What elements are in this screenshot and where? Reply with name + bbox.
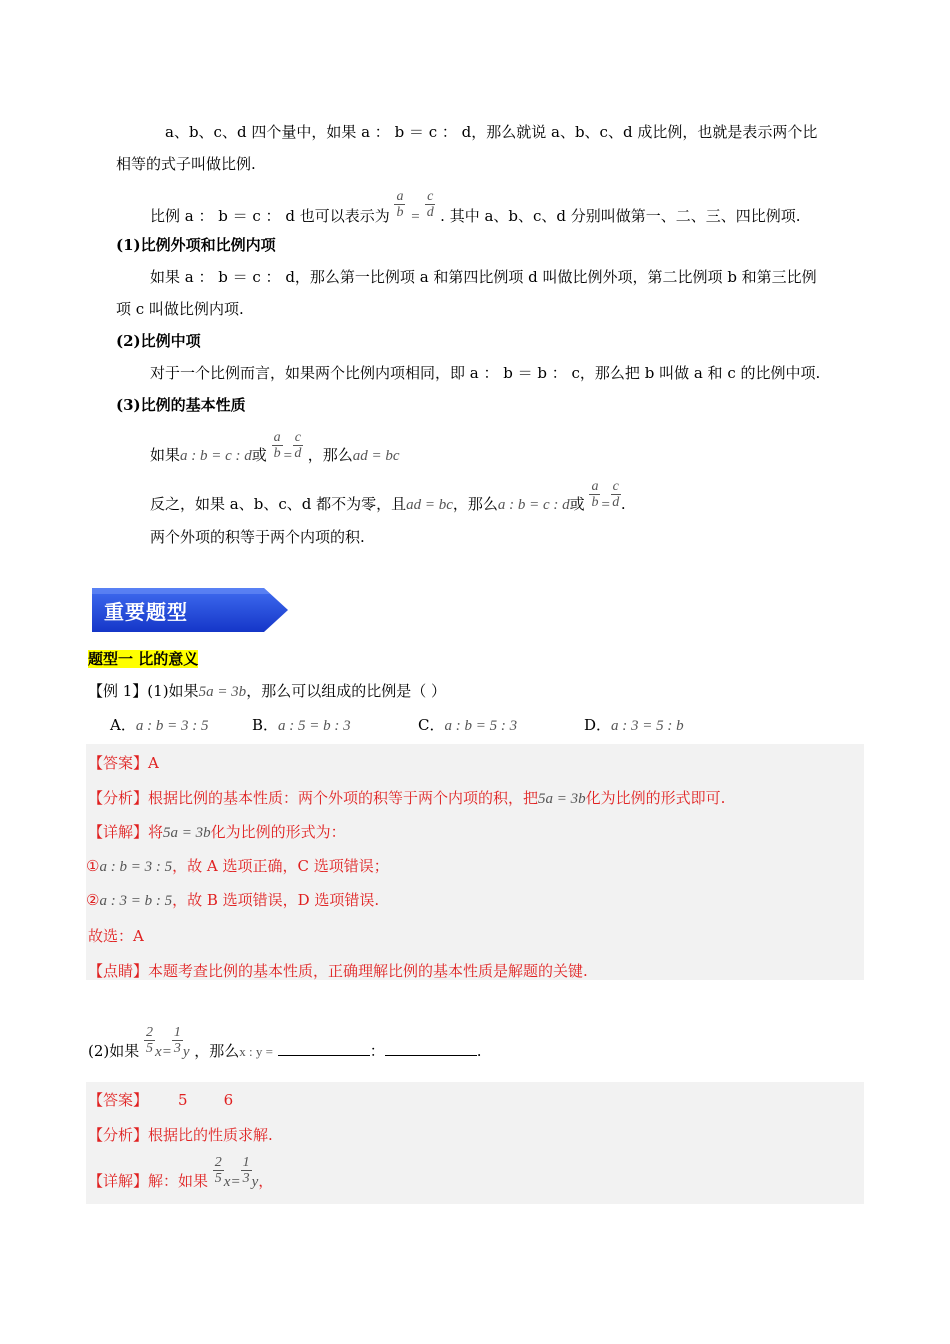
fraction-2-5: $\frac{2}{5}$ xyxy=(146,1024,154,1056)
intro-line-2: 相等的式子叫做比例. xyxy=(116,155,256,173)
solution-2-analysis: 【分析】根据比的性质求解. xyxy=(88,1126,273,1144)
intro-line-3: 比例 a ： b ＝ c ： d 也可以表示为 $\frac{a}{b}$ = $\frac{c}{d}$ . 其中 a、b、c、d 分别叫做第一、二、三、四比例项. xyxy=(150,188,801,225)
solution-1-analysis: 【分析】根据比例的基本性质：两个外项的积等于两个内项的积，把5a = 3b化为比例的形式即可. xyxy=(88,789,726,807)
example-1-question: 【例 1】(1)如果5a = 3b，那么可以组成的比例是（ ） xyxy=(88,682,446,700)
solution-2-detail: 【详解】解：如果 $\frac{2}{5}$ x= $\frac{1}{3}$ y， xyxy=(88,1154,274,1190)
solution-1-case-1: ①a : b = 3 : 5，故 A 选项正确，C 选项错误； xyxy=(86,857,389,875)
section-3-title: (3)比例的基本性质 xyxy=(116,396,246,414)
solution-1-case-2: ②a : 3 = b : 5，故 B 选项错误，D 选项错误. xyxy=(86,891,380,909)
section-3-line-3: 两个外项的积等于两个内项的积. xyxy=(150,528,365,546)
solution-1-answer: 【答案】A xyxy=(88,754,159,772)
fraction-1-3: $\frac{1}{3}$ xyxy=(173,1024,181,1056)
option-d: D．a : 3 = 5 : b xyxy=(584,716,684,734)
section-3-line-2: 反之，如果 a、b、c、d 都不为零，且ad = bc，那么a : b = c : d或 $\frac{a}{b}$ = $\frac{c}{d}$ . xyxy=(150,478,626,513)
fraction-2-5-b: $\frac{2}{5}$ xyxy=(214,1154,222,1186)
section-1-title: (1)比例外项和比例内项 xyxy=(116,236,276,254)
option-c: C．a : b = 5 : 3 xyxy=(418,716,518,734)
solution-1-choice: 故选：A xyxy=(88,927,144,945)
fraction-a-over-b: $\frac{a}{b}$ xyxy=(396,188,404,220)
solution-1-detail: 【详解】将5a = 3b化为比例的形式为： xyxy=(88,823,346,841)
answer-blank-1[interactable] xyxy=(278,1055,370,1056)
intro-line-1: a、b、c、d 四个量中，如果 a ： b ＝ c ： d，那么就说 a、b、c、d 成比例，也就是表示两个比 xyxy=(165,123,818,141)
section-2-line-1: 对于一个比例而言，如果两个比例内项相同，即 a ： b ＝ b ： c，那么把 b 叫做 a 和 c 的比例中项. xyxy=(150,364,821,382)
fraction-c-over-d-2: $\frac{c}{d}$ xyxy=(294,429,302,461)
option-b: B．a : 5 = b : 3 xyxy=(252,716,351,734)
fraction-c-over-d: $\frac{c}{d}$ xyxy=(426,188,434,220)
solution-1-comment: 【点睛】本题考查比例的基本性质，正确理解比例的基本性质是解题的关键. xyxy=(88,962,588,980)
section-2-title: (2)比例中项 xyxy=(116,332,201,350)
solution-2-answer: 【答案】 5 6 xyxy=(88,1091,234,1109)
option-a: A．a : b = 3 : 5 xyxy=(110,716,209,734)
fraction-a-over-b-2: $\frac{a}{b}$ xyxy=(273,429,281,461)
section-1-line-1: 如果 a ： b ＝ c ： d，那么第一比例项 a 和第四比例项 d 叫做比例外项，第二比例项 b 和第三比例 xyxy=(150,268,817,286)
example-2-question: (2)如果 $\frac{2}{5}$ x= $\frac{1}{3}$ y ，那么x : y = ： . xyxy=(88,1024,482,1060)
fraction-a-over-b-3: $\frac{a}{b}$ xyxy=(591,478,599,510)
type-1-title: 题型一 比的意义 xyxy=(88,650,199,668)
answer-blank-2[interactable] xyxy=(385,1055,477,1056)
section-1-line-2: 项 c 叫做比例内项. xyxy=(116,300,244,318)
section-3-line-1: 如果a : b = c : d或 $\frac{a}{b}$ = $\frac{c}{d}$ ，那么ad = bc xyxy=(150,429,400,464)
fraction-c-over-d-3: $\frac{c}{d}$ xyxy=(612,478,620,510)
banner-label: 重要题型 xyxy=(104,600,188,624)
fraction-1-3-b: $\frac{1}{3}$ xyxy=(242,1154,250,1186)
